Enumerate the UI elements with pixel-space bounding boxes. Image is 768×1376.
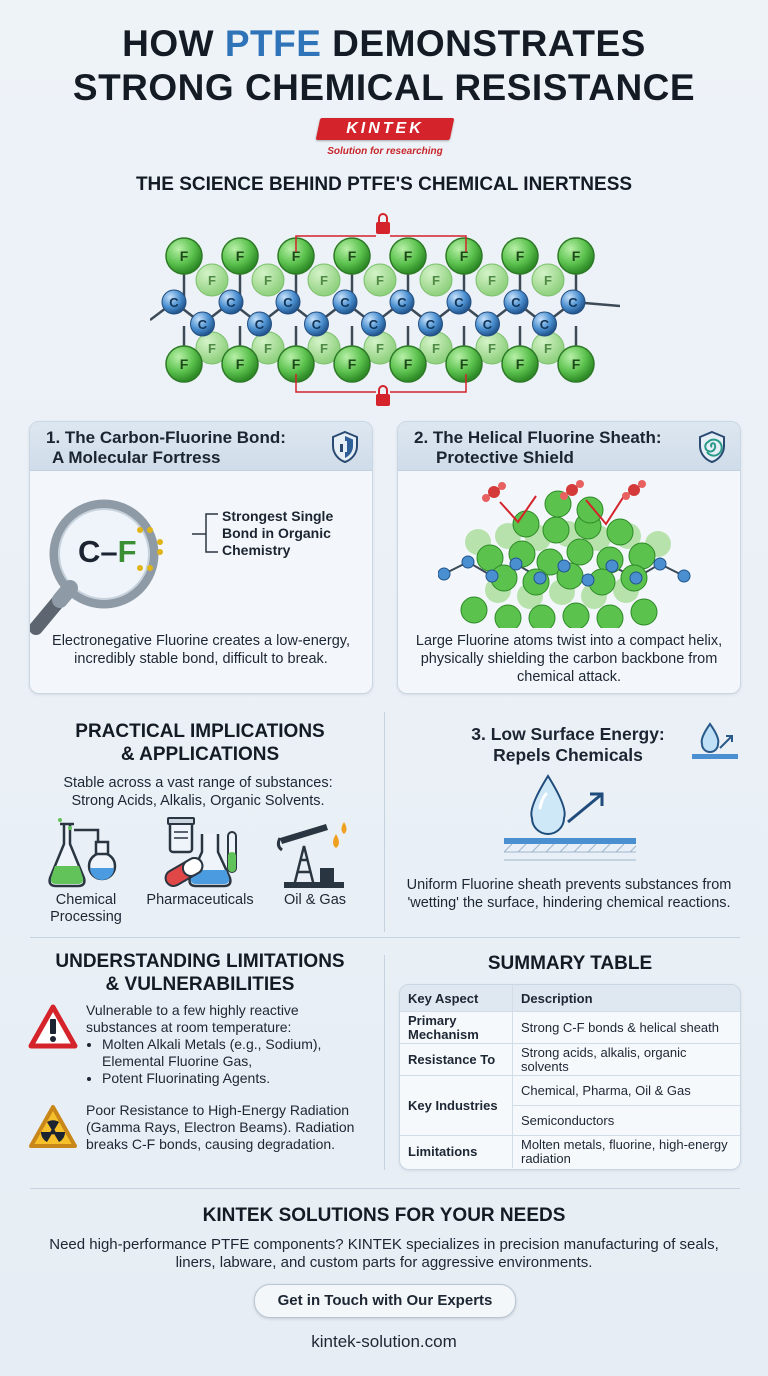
fluorine-label: F xyxy=(264,273,272,288)
fluorine-label: F xyxy=(544,273,552,288)
carbon-atom xyxy=(462,556,474,568)
limitations-intro: Vulnerable to a few highly reactive substances at room temperature: xyxy=(86,1002,299,1035)
fluorine-label: F xyxy=(320,273,328,288)
header-key-aspect: Key Aspect xyxy=(400,985,513,1012)
carbon-label: C xyxy=(169,295,179,310)
fluorine-label: F xyxy=(347,248,357,264)
carbon-label: C xyxy=(397,295,407,310)
carbon-atom xyxy=(510,558,522,570)
warning-icon xyxy=(28,1004,78,1050)
carbon-label: C xyxy=(254,317,265,332)
pills-icon xyxy=(162,814,242,890)
page-title: HOW PTFE DEMONSTRATES STRONG CHEMICAL RESISTANCE xyxy=(72,23,696,108)
table-header-row xyxy=(400,985,740,1012)
carbon-atom xyxy=(534,572,546,584)
website-link[interactable]: kintek-solution.com xyxy=(311,1332,457,1351)
fluorine-label: F xyxy=(403,356,413,372)
carbon-atom xyxy=(630,572,642,584)
header-description: Description xyxy=(513,985,741,1012)
fluorine-label: F xyxy=(208,341,216,356)
fluorine-atom xyxy=(631,599,657,625)
fluorine-label: F xyxy=(488,273,496,288)
carbon-atom xyxy=(558,560,570,572)
carbon-label: C xyxy=(511,295,521,310)
surface-title: 3. Low Surface Energy: Repels Chemicals xyxy=(471,724,665,765)
reactive-molecule xyxy=(482,494,490,502)
cf-description: Electronegative Fluorine creates a low-energy, incredibly stable bond, difficult to break. xyxy=(52,633,350,667)
flask-icon xyxy=(44,816,124,890)
carbon-label: C xyxy=(283,295,293,310)
table-row: Key Industries Chemical, Pharma, Oil & Gas xyxy=(400,1076,740,1106)
fluorine-label: F xyxy=(432,273,440,288)
cf-bond-title: 1. The Carbon-Fluorine Bond: A Molecular Fortress xyxy=(46,428,286,467)
footer-title: KINTEK SOLUTIONS FOR YOUR NEEDS xyxy=(202,1205,566,1226)
helical-header xyxy=(398,422,740,471)
fluorine-label: F xyxy=(347,356,357,372)
table-row: Semiconductors xyxy=(400,1106,740,1136)
carbon-label: C xyxy=(454,295,464,310)
reactive-molecule xyxy=(628,484,640,496)
helical-panel xyxy=(397,421,741,694)
fluorine-atom xyxy=(495,605,521,628)
footer-description: Need high-performance PTFE components? KINTEK specializes in precision manufacturing of seals, liners, labware, and custom parts for aggressive environments. xyxy=(49,1236,719,1271)
oil-pump-icon xyxy=(276,816,352,890)
carbon-label: C xyxy=(197,317,208,332)
application-pharma: Pharmaceuticals xyxy=(146,892,254,908)
fluorine-label: F xyxy=(235,356,245,372)
carbon-label: C xyxy=(368,317,379,332)
fluorine-atom xyxy=(529,605,555,628)
carbon-atom xyxy=(678,570,690,582)
fluorine-label: F xyxy=(179,356,189,372)
carbon-label: C xyxy=(425,317,436,332)
logo-text: KINTEK xyxy=(346,120,424,137)
helical-description: Large Fluorine atoms twist into a compact helix, physically shielding the carbon backbone from chemical attack. xyxy=(415,633,723,685)
fluorine-label: F xyxy=(208,273,216,288)
title-accent: PTFE xyxy=(224,23,322,64)
cf-callout: Strongest Single Bond in Organic Chemistry xyxy=(222,508,334,558)
fluorine-label: F xyxy=(376,341,384,356)
cf-bond-panel xyxy=(29,421,373,694)
carbon-atom xyxy=(486,570,498,582)
fluorine-label: F xyxy=(515,356,525,372)
tagline: Solution for researching xyxy=(327,146,443,157)
reactive-molecule xyxy=(622,492,630,500)
fluorine-atom xyxy=(607,519,633,545)
fluorine-atom xyxy=(597,605,623,628)
fluorine-label: F xyxy=(235,248,245,264)
lock-icon-top xyxy=(376,214,390,234)
reactive-molecule xyxy=(566,484,578,496)
divider xyxy=(30,1188,740,1189)
reactive-molecule xyxy=(560,492,568,500)
carbon-label: C xyxy=(482,317,493,332)
carbon-atom xyxy=(582,574,594,586)
fluorine-label: F xyxy=(376,273,384,288)
fluorine-label: F xyxy=(179,248,189,264)
water-repel-diagram xyxy=(502,772,638,866)
table-row: Primary Mechanism Strong C-F bonds & helical sheath xyxy=(400,1012,740,1044)
carbon-label: C xyxy=(568,295,578,310)
divider xyxy=(30,937,740,938)
fluorine-label: F xyxy=(459,356,469,372)
carbon-atom xyxy=(438,568,450,580)
cf-bond-header xyxy=(30,422,372,471)
contact-experts-button[interactable]: Get in Touch with Our Experts xyxy=(254,1284,516,1318)
carbon-label: C xyxy=(311,317,322,332)
science-title: THE SCIENCE BEHIND PTFE'S CHEMICAL INERTNESS xyxy=(135,174,633,195)
cf-formula: C–F xyxy=(78,534,137,569)
limitation-item: • Potent Fluorinating Agents. xyxy=(102,1070,356,1087)
fluorine-atom xyxy=(513,511,539,537)
fluorine-label: F xyxy=(571,356,581,372)
spiral-icon xyxy=(696,430,728,464)
electron-dots xyxy=(126,524,176,574)
practical-title: PRACTICAL IMPLICATIONS & APPLICATIONS xyxy=(75,721,325,765)
fluorine-label: F xyxy=(515,248,525,264)
fluorine-label: F xyxy=(432,341,440,356)
application-chemical: Chemical Processing xyxy=(50,892,122,925)
limitations-list xyxy=(86,1002,356,1087)
fluorine-label: F xyxy=(571,248,581,264)
ptfe-molecule-diagram xyxy=(150,208,620,413)
fluorine-atom xyxy=(461,597,487,623)
helical-title: 2. The Helical Fluorine Sheath: Protective Shield xyxy=(414,428,662,467)
table-row: Resistance To Strong acids, alkalis, organic solvents xyxy=(400,1044,740,1076)
callout-bracket xyxy=(190,510,220,556)
divider xyxy=(384,955,385,1170)
carbon-atom xyxy=(606,560,618,572)
fluorine-label: F xyxy=(544,341,552,356)
fluorine-label: F xyxy=(264,341,272,356)
limitations-title: UNDERSTANDING LIMITATIONS & VULNERABILITIES xyxy=(55,951,345,995)
fluorine-label: F xyxy=(403,248,413,264)
divider xyxy=(384,712,385,932)
shield-icon xyxy=(330,430,360,464)
fluorine-atom xyxy=(563,603,589,628)
lock-icon-bottom xyxy=(376,386,390,406)
carbon-label: C xyxy=(340,295,350,310)
reactive-molecule xyxy=(638,480,646,488)
limitation-item: • Molten Alkali Metals (e.g., Sodium), Elemental Fluorine Gas, xyxy=(102,1036,356,1070)
fluorine-label: F xyxy=(459,248,469,264)
fluorine-label: F xyxy=(291,248,301,264)
fluorine-atom xyxy=(577,497,603,523)
summary-title: SUMMARY TABLE xyxy=(487,953,653,974)
summary-table xyxy=(399,984,741,1170)
carbon-label: C xyxy=(539,317,550,332)
fluorine-atom xyxy=(543,517,569,543)
carbon-label: C xyxy=(226,295,236,310)
application-oil-gas: Oil & Gas xyxy=(283,892,347,908)
surface-description: Uniform Fluorine sheath prevents substances from 'wetting' the surface, hindering chemical reactions. xyxy=(406,877,732,911)
fluorine-label: F xyxy=(291,356,301,372)
droplet-icon xyxy=(690,722,740,762)
radiation-icon xyxy=(28,1104,78,1150)
fluorine-atom xyxy=(567,539,593,565)
helical-sheath-diagram xyxy=(438,478,700,628)
fluorine-label: F xyxy=(320,341,328,356)
carbon-atom xyxy=(654,558,666,570)
practical-description: Stable across a vast range of substances: Strong Acids, Alkalis, Organic Solvents. xyxy=(63,775,333,809)
table-row: Limitations Molten metals, fluorine, high-energy radiation xyxy=(400,1136,740,1168)
reactive-molecule xyxy=(488,486,500,498)
reactive-molecule xyxy=(498,482,506,490)
fluorine-label: F xyxy=(488,341,496,356)
radiation-text: Poor Resistance to High-Energy Radiation (Gamma Rays, Electron Beams). Radiation breaks C-F bonds, causing degradation. xyxy=(86,1102,355,1152)
reactive-molecule xyxy=(576,480,584,488)
